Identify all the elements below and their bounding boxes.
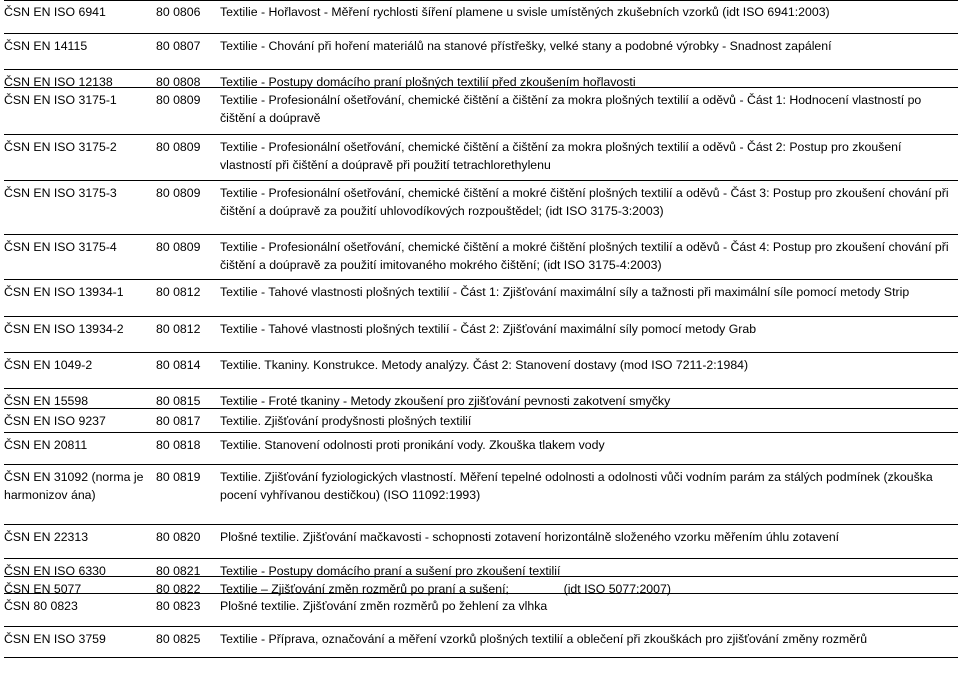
standard-code: ČSN 80 0823 (4, 599, 78, 613)
table-row (4, 433, 958, 465)
table-row (4, 594, 958, 627)
standard-title: Textilie - Postupy domácího praní plošných textilií před zkoušením hořlavosti (220, 75, 636, 89)
standard-title: Plošné textilie. Zjišťování mačkavosti - schopnosti zotavení horizontálně složeného vzorku měřením úhlu zotavení (220, 530, 840, 544)
class-number: 80 0812 (156, 285, 201, 299)
standard-code: ČSN EN 22313 (4, 530, 89, 544)
class-number: 80 0809 (156, 140, 201, 154)
class-number: 80 0812 (156, 322, 201, 336)
class-number: 80 0806 (156, 5, 201, 19)
class-number: 80 0823 (156, 599, 201, 613)
table-row (4, 525, 958, 559)
table-row (4, 280, 958, 317)
standard-code: ČSN EN ISO 6941 (4, 5, 106, 19)
standard-code: ČSN EN ISO 6330 (4, 564, 106, 578)
standard-code: ČSN EN ISO 9237 (4, 414, 106, 428)
class-number: 80 0807 (156, 39, 201, 53)
standard-code: ČSN EN ISO 13934-1 (4, 285, 124, 299)
table-row (4, 70, 958, 88)
standard-code: ČSN EN 5077 (4, 582, 82, 596)
class-number: 80 0808 (156, 75, 201, 89)
class-number: 80 0809 (156, 240, 201, 254)
class-number: 80 0822 (156, 582, 201, 596)
standard-code: ČSN EN ISO 3175-3 (4, 186, 117, 200)
standard-code: ČSN EN ISO 3175-4 (4, 240, 117, 254)
standard-title: Textilie - Příprava, označování a měření vzorků plošných textilií a oblečení při zkouškách pro zjišťování změny rozměrů (220, 632, 868, 646)
table-row (4, 135, 958, 181)
standard-code: ČSN EN ISO 3175-2 (4, 140, 117, 154)
standard-code: ČSN EN 14115 (4, 39, 88, 53)
class-number: 80 0814 (156, 358, 201, 372)
standard-title: Textilie. Zjišťování fyziologických vlastností. Měření tepelné odolnosti a odolnosti vůči vodním parám za stálých podmínek (zkouška pocení vyhřívanou destičkou) (ISO 11092:1993) (220, 470, 937, 502)
standard-title: Textilie. Tkaniny. Konstrukce. Metody analýzy. Část 2: Stanovení dostavy (mod ISO 7211-2:1984) (220, 358, 749, 372)
standard-title: Textilie - Froté tkaniny - Metody zkoušení pro zjišťování pevnosti zakotvení smyčky (220, 394, 671, 408)
standard-title: Textilie - Profesionální ošetřování, chemické čištění a čištění za mokra plošných textilií a oděvů - Část 1: Hodnocení vlastností po čištění a doúpravě (220, 93, 925, 125)
table-row (4, 465, 958, 525)
class-number: 80 0819 (156, 470, 201, 484)
standard-code: ČSN EN 1049-2 (4, 358, 93, 372)
standard-code: ČSN EN ISO 13934-2 (4, 322, 124, 336)
table-row (4, 0, 958, 34)
standard-title: Textilie. Zjišťování prodyšnosti plošných textilií (220, 414, 472, 428)
standard-title: Textilie – Zjišťování změn rozměrů po praní a sušení; (idt ISO 5077:2007) (220, 582, 671, 596)
class-number: 80 0809 (156, 186, 201, 200)
table-row (4, 353, 958, 389)
class-number: 80 0817 (156, 414, 201, 428)
standard-title: Textilie - Chování při hoření materiálů na stanové přístřešky, velké stany a podobné výrobky - Snadnost zapálení (220, 39, 832, 53)
table-row (4, 317, 958, 353)
standard-title: Textilie. Stanovení odolnosti proti pronikání vody. Zkouška tlakem vody (220, 438, 605, 452)
table-row (4, 389, 958, 409)
standard-code: ČSN EN ISO 12138 (4, 75, 113, 89)
class-number: 80 0815 (156, 394, 201, 408)
table-row (4, 88, 958, 135)
class-number: 80 0818 (156, 438, 201, 452)
class-number: 80 0820 (156, 530, 201, 544)
standard-code: ČSN EN ISO 3175-1 (4, 93, 117, 107)
table-row (4, 559, 958, 577)
standard-title: Textilie - Tahové vlastnosti plošných textilií - Část 1: Zjišťování maximální síly a tažnosti při maximální síle pomocí metody Strip (220, 285, 910, 299)
standard-title: Textilie - Hořlavost - Měření rychlosti šíření plamene u svisle umístěných zkušebních vzorků (idt ISO 6941:2003) (220, 5, 830, 19)
standard-title: Textilie - Profesionální ošetřování, chemické čištění a mokré čištění plošných textilií a oděvů - Část 3: Postup pro zkoušení chování při čištění a doúpravě za použití uhlovodíkových rozpouštědel; (idt ISO 3175-3:2003) (220, 186, 953, 218)
standard-code: ČSN EN 20811 (4, 438, 88, 452)
table-row (4, 409, 958, 433)
class-number: 80 0809 (156, 93, 201, 107)
standard-title: Plošné textilie. Zjišťování změn rozměrů po žehlení za vlhka (220, 599, 548, 613)
table-row (4, 235, 958, 280)
standard-title: Textilie - Postupy domácího praní a sušení pro zkoušení textilií (220, 564, 561, 578)
table-row (4, 627, 958, 658)
class-number: 80 0821 (156, 564, 201, 578)
table-row (4, 181, 958, 235)
standard-code: ČSN EN 15598 (4, 394, 89, 408)
standard-title: Textilie - Profesionální ošetřování, chemické čištění a čištění za mokra plošných textilií a oděvů - Část 2: Postup pro zkoušení vlastností při čištění a doúpravě při použití tetrachlorethylenu (220, 140, 905, 172)
class-number: 80 0825 (156, 632, 201, 646)
standard-title: Textilie - Tahové vlastnosti plošných textilií - Část 2: Zjišťování maximální síly pomocí metody Grab (220, 322, 757, 336)
standard-code: ČSN EN ISO 3759 (4, 632, 106, 646)
table-row (4, 34, 958, 70)
standard-code: ČSN EN 31092 (norma je harmonizov ána) (4, 470, 144, 502)
standard-title: Textilie - Profesionální ošetřování, chemické čištění a mokré čištění plošných textilií a oděvů - Část 4: Postup pro zkoušení chování při čištění a doúpravě za použití imitovaného mokrého čištění; (idt ISO 3175-4:2003) (220, 240, 953, 272)
table-row (4, 577, 958, 594)
